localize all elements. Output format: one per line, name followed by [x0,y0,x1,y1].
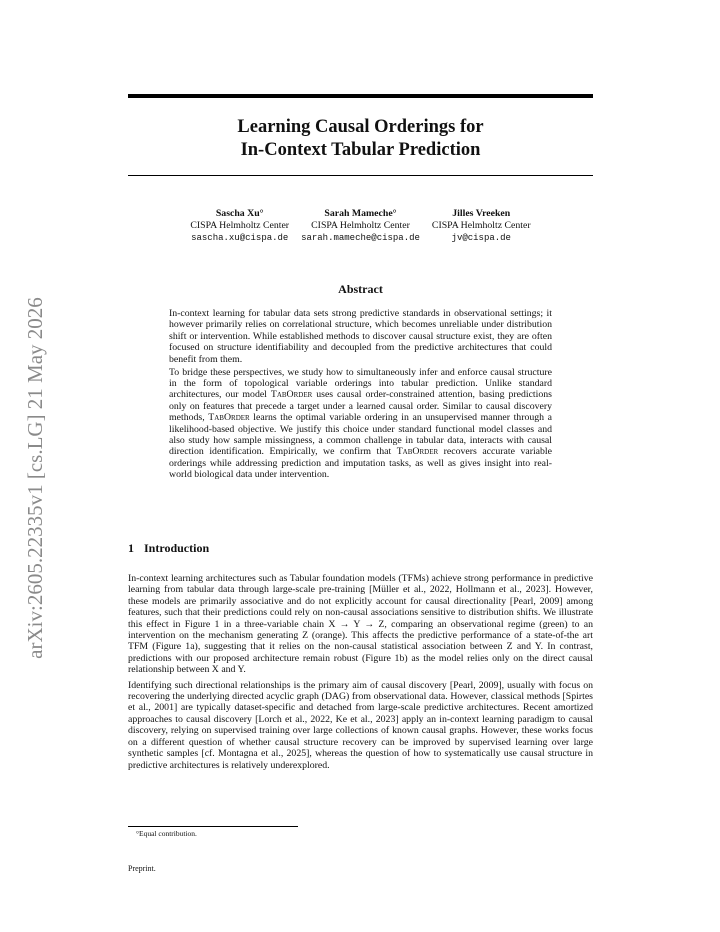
title-rule [128,175,593,176]
arxiv-identifier [12,268,52,688]
author-affiliation: CISPA Helmholtz Center [311,220,410,231]
author-1 [190,208,289,244]
paper-title [128,116,593,162]
author-2 [301,208,420,244]
title-line-1: Learning Causal Orderings for [237,117,484,137]
abstract-text: learns the optimal variable ordering in an unsupervised manner through a likelihood-based objective. We justify this choice under standard functional model classes and also study how sample missingness, a common challenge in tabular data, interacts with causal direction identification. Empirically, we confirm that [169,412,552,458]
intro-paragraph-1: In-context learning architectures such as Tabular foundation models (TFMs) achieve strong performance in predictive learning from tabular data through large-scale pre-training [Müller et al., 2022, Hollmann et al., 2023]. However, these models are primarily associative and do not explicitly account for causal directionality [Pearl, 2009] among features, such that their predictions could rely on non-causal associations sensitive to distribution shifts. We illustrate this effect in Figure 1 in a three-variable chain X → Y → Z, comparing an observational regime (green) to an intervention on the mechanism generating Z (orange). This affects the predictive performance of a state-of-the art TFM (Figure 1a), suggesting that it relies on the non-causal statistical association between Z and Y. In contrast, predictions with our proposed architecture remain robust (Figure 1b) as the model relies only on the direct causal relationship between X and Y. [128,573,593,676]
section-number: 1 [128,541,134,555]
author-affiliation: CISPA Helmholtz Center [431,220,531,231]
author-email: sascha.xu@cispa.de [191,233,289,243]
section-title: Introduction [144,541,210,555]
author-email: jv@cispa.de [451,233,511,243]
author-list [128,208,593,244]
abstract-paragraph-2 [169,367,552,481]
author-affiliation: CISPA Helmholtz Center [190,220,290,231]
author-name: Sarah Mameche° [324,208,397,219]
author-name: Sascha Xu° [215,208,264,219]
abstract-text: uses causal order-constrained attention, basing predictions only on features that precede a target under a learned causal order. Similar to causal discovery methods, [169,389,552,424]
section-heading [128,541,219,556]
author-email: sarah.mameche@cispa.de [301,233,420,243]
title-line-2: In-Context Tabular Prediction [240,140,481,160]
top-rule [128,94,593,98]
model-name: TabOrder [208,412,250,424]
abstract-paragraph-1: In-context learning for tabular data sets strong predictive standards in observational settings; it however primarily relies on correlational structure, which becomes unreliable under distribution shift or intervention. While established methods to discover causal structure exist, they are often focused on structure identifiability and decoupled from the predictive architectures that could benefit from them. [169,308,552,365]
abstract-text: recovers accurate variable orderings while addressing prediction and imputation tasks, as well as gives insight into real-world biological data under intervention. [169,446,552,481]
abstract-heading: Abstract [338,282,383,296]
author-3 [432,208,531,244]
model-name: TabOrder [396,446,439,458]
model-name: TabOrder [270,389,313,401]
preprint-label: Preprint. [128,864,156,873]
footnote: °Equal contribution. [136,829,197,838]
intro-body [128,573,593,775]
intro-paragraph-2: Identifying such directional relationships is the primary aim of causal discovery [Pearl, 2009], usually with focus on recovering the underlying directed acyclic graph (DAG) from observational data. However, classical methods [Spirtes et al., 2001] are typically dataset-specific and detached from large-scale predictive architectures. Recent amortized approaches to causal discovery [Lorch et al., 2022, Ke et al., 2023] apply an in-context learning paradigm to causal discovery, relying on supervised training over large collections of known causal graphs. However, these works focus on a different question of whether causal structure recovery can be improved by supervised learning over large synthetic samples [cf. Montagna et al., 2025], whereas the question of how to systematically use causal structure in predictive architectures is relatively underexplored. [128,679,593,771]
footnote-rule [128,826,298,827]
arxiv-text: arXiv:2605.22335v1 [cs.LG] 21 May 2026 [23,297,47,659]
abstract [169,308,552,482]
abstract-text: To bridge these perspectives, we study how to simultaneously infer and enforce causal structure in the form of topological variable orderings into tabular prediction. Unlike standard architectures, our model [169,366,552,401]
author-name: Jilles Vreeken [452,208,511,219]
